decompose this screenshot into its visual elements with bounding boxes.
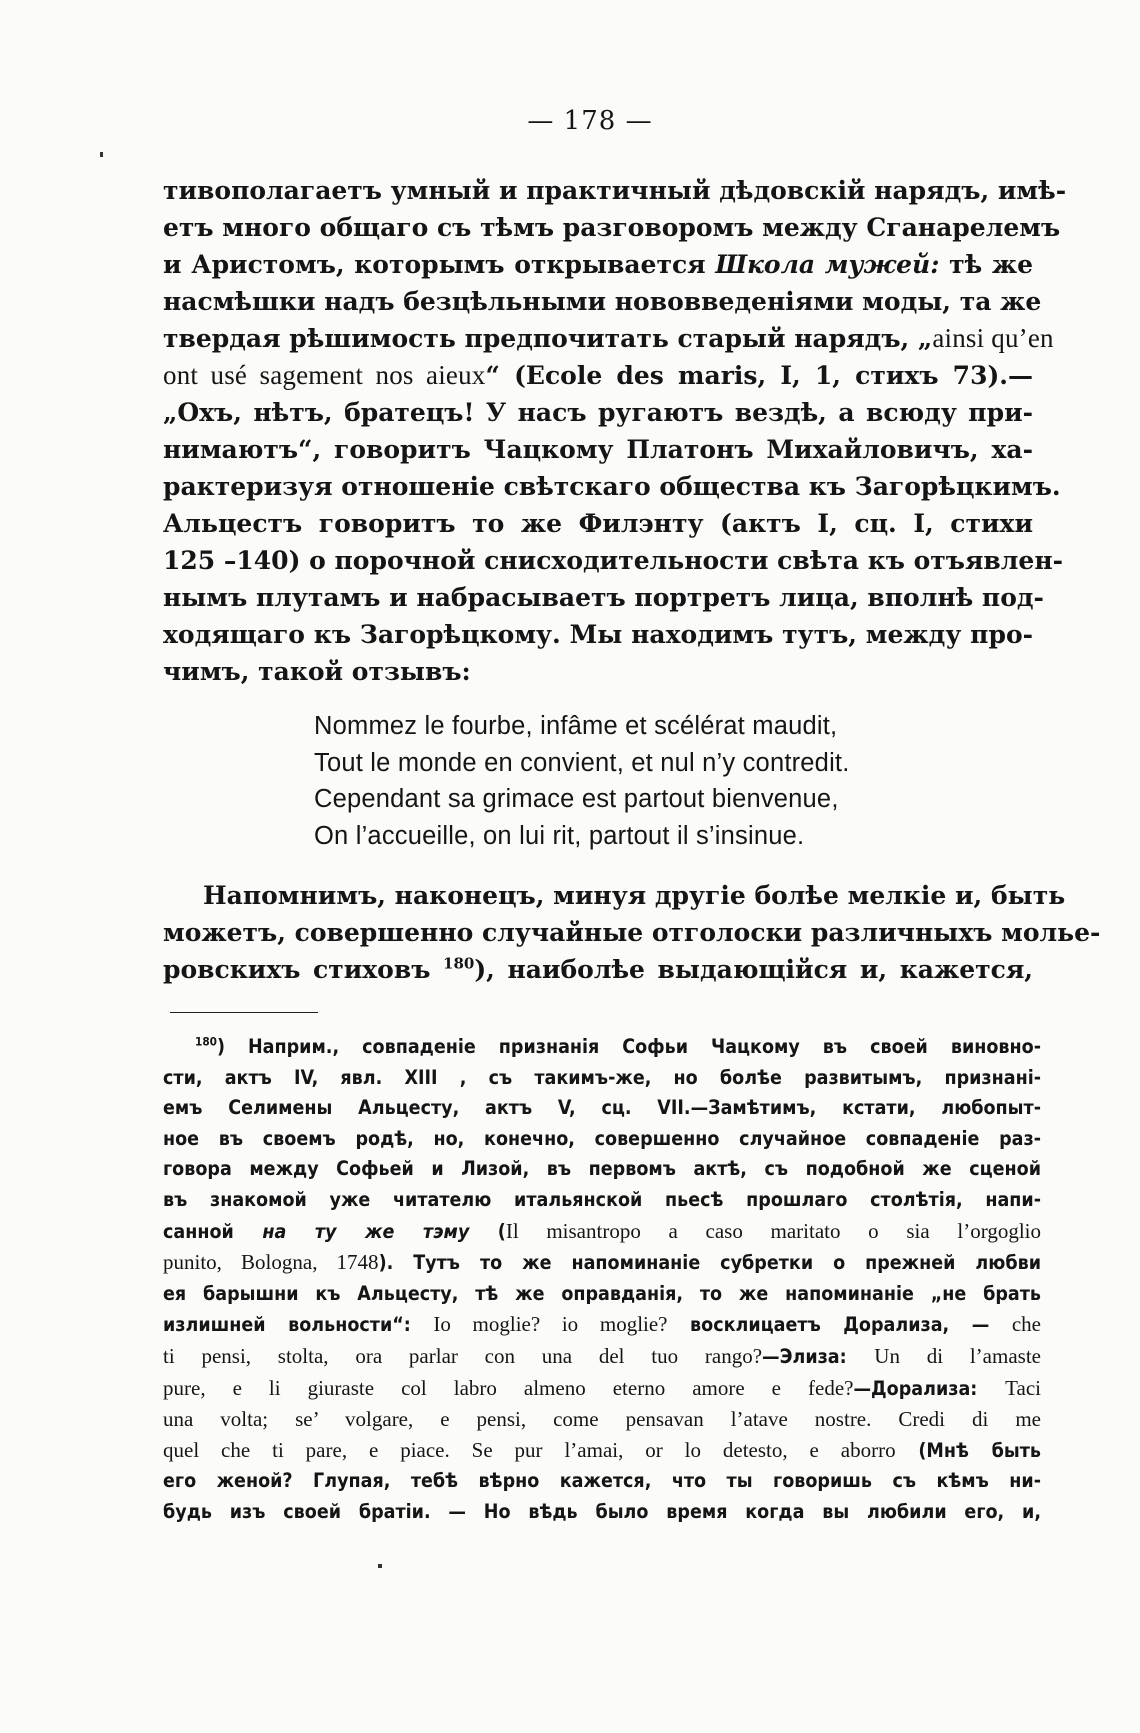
text-line: Напомнимъ, наконецъ, минуя другіе болѣе мелкіе и, быть (203, 881, 1066, 910)
text-run: твердая рѣшимость предпочитать старый нарядъ, „ (163, 324, 933, 353)
verse-quote (314, 708, 934, 854)
footnote-line: говора между Софьей и Лизой, въ первомъ актѣ, съ подобной же сценой (163, 1157, 1041, 1181)
footnote-line: una volta; se’ volgare, e pensi, come pensavan l’atave nostre. Credi di me (163, 1407, 1041, 1432)
main-paragraph (163, 172, 1067, 690)
footnote-reference: 180 (443, 954, 475, 973)
text-line: тивополагаетъ умный и практичный дѣдовскій нарядъ, имѣ- (163, 176, 1067, 205)
text-run: ), наиболѣе выдающійся и, кажется, (474, 955, 1034, 984)
text-line: ходящаго къ Загорѣцкому. Мы находимъ тутъ, между про- (163, 620, 1033, 649)
footnote-line (163, 1216, 1041, 1248)
french-quote: ainsi qu’en (932, 323, 1054, 353)
verse-line: Nommez le fourbe, infâme et scélérat maudit, (314, 712, 838, 740)
text-line (163, 357, 1033, 394)
footnote-line: его женой? Глупая, тебѣ вѣрно кажется, что ты говоришь съ кѣмъ ни- (163, 1469, 1041, 1493)
footnote-divider (170, 1012, 318, 1013)
closing-paragraph (163, 877, 1101, 988)
italian-quote: pure, e li giuraste col labro almeno eterno amore e fede? (163, 1375, 854, 1400)
italian-quote: Io moglie? io moglie? (433, 1312, 668, 1337)
text-run: восклицаетъ Дорализа, — (667, 1313, 1012, 1337)
text-run: санной (163, 1219, 263, 1243)
footnote-line: сти, актъ IV, явл. XIII , съ такимъ-же, но болѣе развитымъ, признані- (163, 1065, 1041, 1089)
footnote (163, 1032, 1041, 1528)
text-run: ( (469, 1219, 506, 1243)
footnote-line (163, 1435, 1041, 1467)
footnote-line: ея барышни къ Альцесту, тѣ же оправданія, то же напоминаніе „не брать (163, 1281, 1041, 1305)
italian-quote: Un di l’amaste (874, 1343, 1041, 1368)
text-run: ). Тутъ то же напоминаніе субретки о прежней любви (378, 1251, 1041, 1275)
text-run: излишней вольности“: (163, 1313, 434, 1337)
text-run: и Аристомъ, которымъ открывается (163, 250, 716, 279)
italian-quote: Taci (1005, 1375, 1042, 1400)
italian-quote: che (1011, 1312, 1041, 1337)
footnote-line (163, 1373, 1041, 1405)
stray-mark (100, 152, 103, 157)
footnote-line: въ знакомой уже читателю итальянской пьесѣ прошлаго столѣтія, напи- (163, 1187, 1041, 1211)
text-line: можетъ, совершенно случайные отголоски различныхъ молье- (163, 918, 1101, 947)
text-line: насмѣшки надъ безцѣльными нововведеніями моды, та же (163, 287, 1042, 316)
text-line: чимъ, такой отзывъ: (163, 657, 471, 686)
text-line (163, 951, 1033, 988)
text-run: ровскихъ стиховъ (163, 955, 444, 984)
french-quote: ont usé sagement nos aieux (163, 360, 486, 390)
text-line: нымъ плутамъ и набрасываетъ портретъ лица, вполнѣ под- (163, 583, 1044, 612)
text-line: „Охъ, нѣтъ, братецъ! У насъ ругаютъ вездѣ, а всюду при- (163, 398, 1033, 427)
text-line: 125 –140) о порочной снисходительности свѣта къ отъявлен- (163, 546, 1064, 575)
italic-phrase: на ту же тэму (262, 1219, 470, 1243)
text-run: (Мнѣ быть (895, 1438, 1041, 1462)
text-run: “ (Ecole des maris, I, 1, стихъ 73).— (485, 361, 1033, 390)
text-run: —Дорализа: (853, 1376, 1006, 1400)
page-number: — 178 — (527, 106, 653, 136)
footnote-line (163, 1032, 1041, 1063)
text-run: ) Наприм., совпаденіе признанія Софьи Чацкому въ своей виновно- (216, 1035, 1041, 1058)
text-line: Альцестъ говоритъ то же Филэнту (актъ I, сц. I, стихи (163, 509, 1033, 538)
italian-title: Il misantropo a caso maritato o sia l’orgoglio (505, 1218, 1041, 1243)
footnote-line: будь изъ своей братіи. — Но вѣдь было время когда вы любили его, и, (163, 1499, 1041, 1523)
italian-title: punito, Bologna, 1748 (163, 1250, 379, 1275)
text-line (163, 320, 1054, 357)
verse-line: Cependant sa grimace est partout bienvenue, (314, 785, 839, 813)
text-line: нимаютъ“, говоритъ Чацкому Платонъ Михайловичъ, ха- (163, 435, 1033, 464)
text-run: —Элиза: (762, 1344, 875, 1368)
italian-quote: quel che ti pare, e piace. Se pur l’amai, or lo detesto, e aborro (163, 1437, 896, 1462)
footnote-line: ное въ своемъ родѣ, но, конечно, совершенно случайное совпаденіе раз- (163, 1126, 1041, 1150)
text-line: рактеризуя отношеніе свѣтскаго общества къ Загорѣцкимъ. (163, 472, 1061, 501)
title-italic: Школа мужей: (715, 250, 940, 279)
verse-line: On l’accueille, on lui rit, partout il s’insinue. (314, 821, 805, 850)
text-line: етъ много общаго съ тѣмъ разговоромъ между Сганарелемъ (163, 213, 1061, 242)
footnote-marker: 180 (195, 1034, 217, 1049)
stray-mark (378, 1564, 382, 1568)
text-line (163, 246, 1033, 283)
italian-quote: ti pensi, stolta, ora parlar con una del tuo rango? (163, 1343, 763, 1368)
text-run: тѣ же (939, 250, 1033, 279)
footnote-line (163, 1247, 1041, 1279)
verse-line: Tout le monde en convient, et nul n’y contredit. (314, 748, 850, 777)
footnote-line: емъ Селимены Альцесту, актъ V, сц. VII.—Замѣтимъ, кстати, любопыт- (163, 1096, 1041, 1120)
footnote-line (163, 1341, 1041, 1373)
footnote-line (163, 1309, 1041, 1341)
